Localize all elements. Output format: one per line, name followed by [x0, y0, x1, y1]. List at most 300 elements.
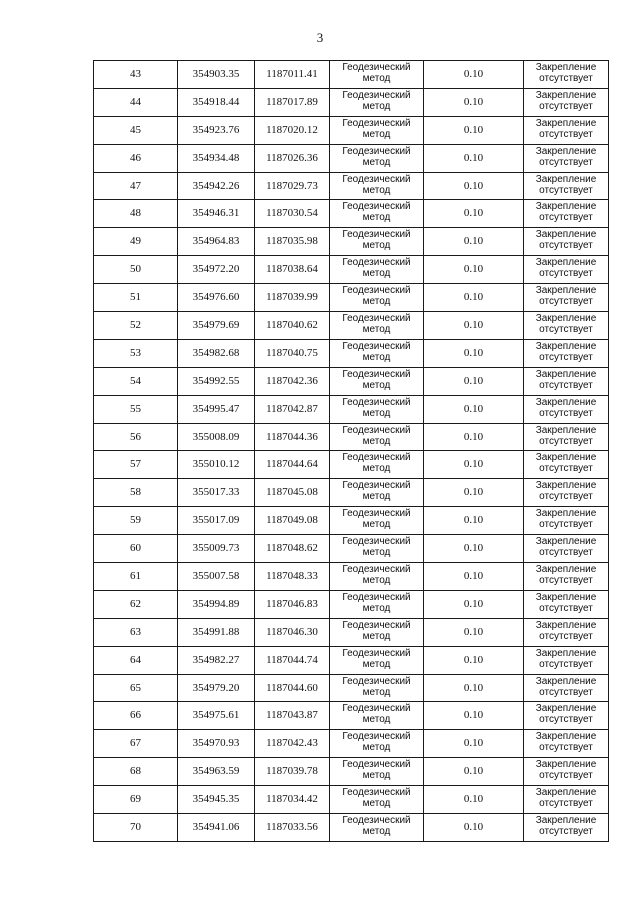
method-text-line: Геодезический	[342, 229, 411, 241]
fixing-cell	[524, 339, 609, 367]
point-number-cell: 68	[94, 758, 178, 786]
fixing-cell	[524, 563, 609, 591]
method-text-line: метод	[362, 296, 391, 308]
method-text-line: Геодезический	[342, 117, 411, 129]
fixing-text-line: Закрепление	[535, 424, 597, 436]
table-row	[94, 646, 609, 674]
fixing-cell	[524, 535, 609, 563]
table-row	[94, 702, 609, 730]
x-coordinate-cell: 354979.20	[178, 674, 255, 702]
fixing-cell	[524, 367, 609, 395]
fixing-cell	[524, 312, 609, 340]
method-cell	[330, 786, 424, 814]
fixing-text-line: отсутствует	[539, 379, 593, 391]
fixing-cell	[524, 479, 609, 507]
y-coordinate-cell: 1187044.60	[255, 674, 330, 702]
method-text-line: Геодезический	[342, 452, 411, 464]
fixing-text-line: отсутствует	[539, 519, 593, 531]
fixing-cell	[524, 200, 609, 228]
accuracy-cell: 0.10	[424, 172, 524, 200]
method-text-line: метод	[362, 100, 391, 112]
accuracy-cell: 0.10	[424, 116, 524, 144]
fixing-text-line: отсутствует	[539, 714, 593, 726]
x-coordinate-cell: 354945.35	[178, 786, 255, 814]
y-coordinate-cell: 1187039.99	[255, 284, 330, 312]
method-text-line: метод	[362, 128, 391, 140]
method-text-line: метод	[362, 324, 391, 336]
accuracy-cell: 0.10	[424, 284, 524, 312]
fixing-cell	[524, 172, 609, 200]
method-cell	[330, 116, 424, 144]
method-cell	[330, 618, 424, 646]
method-text-line: метод	[362, 742, 391, 754]
accuracy-cell: 0.10	[424, 451, 524, 479]
x-coordinate-cell: 354975.61	[178, 702, 255, 730]
x-coordinate-cell: 354934.48	[178, 144, 255, 172]
point-number-cell: 50	[94, 256, 178, 284]
method-text-line: метод	[362, 658, 391, 670]
fixing-cell	[524, 786, 609, 814]
coordinates-table-body	[94, 61, 609, 842]
fixing-cell	[524, 423, 609, 451]
method-cell	[330, 172, 424, 200]
method-text-line: Геодезический	[342, 89, 411, 101]
fixing-text-line: отсутствует	[539, 630, 593, 642]
point-number-cell: 58	[94, 479, 178, 507]
x-coordinate-cell: 354976.60	[178, 284, 255, 312]
method-cell	[330, 563, 424, 591]
fixing-text-line: Закрепление	[535, 815, 597, 827]
method-cell	[330, 535, 424, 563]
fixing-text-line: Закрепление	[535, 89, 597, 101]
method-cell	[330, 730, 424, 758]
x-coordinate-cell: 354995.47	[178, 395, 255, 423]
method-cell	[330, 284, 424, 312]
method-cell	[330, 395, 424, 423]
method-text-line: Геодезический	[342, 619, 411, 631]
method-text-line: метод	[362, 770, 391, 782]
method-text-line: метод	[362, 379, 391, 391]
method-text-line: Геодезический	[342, 396, 411, 408]
fixing-text-line: Закрепление	[535, 452, 597, 464]
table-row	[94, 256, 609, 284]
y-coordinate-cell: 1187043.87	[255, 702, 330, 730]
x-coordinate-cell: 354982.27	[178, 646, 255, 674]
fixing-text-line: Закрепление	[535, 675, 597, 687]
fixing-text-line: Закрепление	[535, 536, 597, 548]
fixing-text-line: отсутствует	[539, 268, 593, 280]
y-coordinate-cell: 1187044.74	[255, 646, 330, 674]
accuracy-cell: 0.10	[424, 535, 524, 563]
accuracy-cell: 0.10	[424, 702, 524, 730]
method-text-line: Геодезический	[342, 201, 411, 213]
y-coordinate-cell: 1187011.41	[255, 61, 330, 89]
method-cell	[330, 702, 424, 730]
fixing-text-line: Закрепление	[535, 368, 597, 380]
table-row	[94, 730, 609, 758]
x-coordinate-cell: 354964.83	[178, 228, 255, 256]
table-row	[94, 590, 609, 618]
y-coordinate-cell: 1187040.75	[255, 339, 330, 367]
accuracy-cell: 0.10	[424, 339, 524, 367]
method-cell	[330, 312, 424, 340]
method-text-line: метод	[362, 714, 391, 726]
method-text-line: метод	[362, 240, 391, 252]
fixing-cell	[524, 674, 609, 702]
method-text-line: метод	[362, 519, 391, 531]
fixing-cell	[524, 451, 609, 479]
fixing-text-line: отсутствует	[539, 658, 593, 670]
fixing-cell	[524, 646, 609, 674]
y-coordinate-cell: 1187035.98	[255, 228, 330, 256]
fixing-text-line: отсутствует	[539, 491, 593, 503]
method-cell	[330, 256, 424, 284]
method-text-line: Геодезический	[342, 285, 411, 297]
method-cell	[330, 423, 424, 451]
fixing-text-line: Закрепление	[535, 313, 597, 325]
fixing-text-line: Закрепление	[535, 117, 597, 129]
point-number-cell: 62	[94, 590, 178, 618]
fixing-text-line: Закрепление	[535, 229, 597, 241]
y-coordinate-cell: 1187044.36	[255, 423, 330, 451]
x-coordinate-cell: 355008.09	[178, 423, 255, 451]
fixing-text-line: Закрепление	[535, 340, 597, 352]
fixing-text-line: отсутствует	[539, 128, 593, 140]
table-row	[94, 367, 609, 395]
method-text-line: метод	[362, 73, 391, 84]
table-row	[94, 423, 609, 451]
x-coordinate-cell: 355009.73	[178, 535, 255, 563]
y-coordinate-cell: 1187026.36	[255, 144, 330, 172]
method-cell	[330, 339, 424, 367]
accuracy-cell: 0.10	[424, 312, 524, 340]
method-text-line: Геодезический	[342, 173, 411, 185]
method-text-line: Геодезический	[342, 787, 411, 799]
y-coordinate-cell: 1187017.89	[255, 88, 330, 116]
y-coordinate-cell: 1187046.30	[255, 618, 330, 646]
x-coordinate-cell: 355010.12	[178, 451, 255, 479]
y-coordinate-cell: 1187042.87	[255, 395, 330, 423]
point-number-cell: 43	[94, 61, 178, 89]
fixing-text-line: Закрепление	[535, 396, 597, 408]
x-coordinate-cell: 355017.33	[178, 479, 255, 507]
fixing-text-line: отсутствует	[539, 435, 593, 447]
method-text-line: Геодезический	[342, 313, 411, 325]
table-row	[94, 618, 609, 646]
accuracy-cell: 0.10	[424, 758, 524, 786]
fixing-text-line: отсутствует	[539, 100, 593, 112]
method-text-line: Геодезический	[342, 564, 411, 576]
point-number-cell: 59	[94, 507, 178, 535]
x-coordinate-cell: 354946.31	[178, 200, 255, 228]
method-text-line: Геодезический	[342, 815, 411, 827]
x-coordinate-cell: 354991.88	[178, 618, 255, 646]
fixing-text-line: отсутствует	[539, 547, 593, 559]
method-text-line: Геодезический	[342, 536, 411, 548]
fixing-text-line: отсутствует	[539, 156, 593, 168]
y-coordinate-cell: 1187039.78	[255, 758, 330, 786]
fixing-text-line: отсутствует	[539, 212, 593, 224]
method-text-line: Геодезический	[342, 731, 411, 743]
fixing-text-line: отсутствует	[539, 602, 593, 614]
method-text-line: Геодезический	[342, 257, 411, 269]
method-text-line: метод	[362, 798, 391, 810]
accuracy-cell: 0.10	[424, 200, 524, 228]
method-cell	[330, 646, 424, 674]
method-text-line: Геодезический	[342, 647, 411, 659]
accuracy-cell: 0.10	[424, 590, 524, 618]
method-cell	[330, 814, 424, 842]
fixing-text-line: отсутствует	[539, 742, 593, 754]
table-row	[94, 535, 609, 563]
fixing-text-line: отсутствует	[539, 184, 593, 196]
fixing-text-line: отсутствует	[539, 575, 593, 587]
method-cell	[330, 451, 424, 479]
y-coordinate-cell: 1187040.62	[255, 312, 330, 340]
point-number-cell: 49	[94, 228, 178, 256]
table-row	[94, 284, 609, 312]
fixing-text-line: Закрепление	[535, 257, 597, 269]
method-text-line: метод	[362, 212, 391, 224]
fixing-text-line: Закрепление	[535, 731, 597, 743]
point-number-cell: 70	[94, 814, 178, 842]
point-number-cell: 67	[94, 730, 178, 758]
fixing-cell	[524, 284, 609, 312]
y-coordinate-cell: 1187046.83	[255, 590, 330, 618]
point-number-cell: 47	[94, 172, 178, 200]
y-coordinate-cell: 1187038.64	[255, 256, 330, 284]
point-number-cell: 65	[94, 674, 178, 702]
accuracy-cell: 0.10	[424, 479, 524, 507]
method-text-line: Геодезический	[342, 368, 411, 380]
method-text-line: метод	[362, 435, 391, 447]
fixing-text-line: Закрепление	[535, 173, 597, 185]
x-coordinate-cell: 354970.93	[178, 730, 255, 758]
y-coordinate-cell: 1187049.08	[255, 507, 330, 535]
x-coordinate-cell: 354994.89	[178, 590, 255, 618]
x-coordinate-cell: 355017.09	[178, 507, 255, 535]
table-row	[94, 507, 609, 535]
table-row	[94, 674, 609, 702]
fixing-cell	[524, 395, 609, 423]
method-text-line: метод	[362, 602, 391, 614]
table-row	[94, 61, 609, 89]
fixing-cell	[524, 702, 609, 730]
method-cell	[330, 228, 424, 256]
x-coordinate-cell: 354941.06	[178, 814, 255, 842]
accuracy-cell: 0.10	[424, 814, 524, 842]
y-coordinate-cell: 1187048.62	[255, 535, 330, 563]
method-cell	[330, 144, 424, 172]
table-row	[94, 312, 609, 340]
method-cell	[330, 61, 424, 89]
point-number-cell: 53	[94, 339, 178, 367]
point-number-cell: 61	[94, 563, 178, 591]
table-row	[94, 395, 609, 423]
point-number-cell: 55	[94, 395, 178, 423]
x-coordinate-cell: 354972.20	[178, 256, 255, 284]
table-row	[94, 814, 609, 842]
accuracy-cell: 0.10	[424, 395, 524, 423]
x-coordinate-cell: 354992.55	[178, 367, 255, 395]
method-text-line: Геодезический	[342, 340, 411, 352]
fixing-cell	[524, 590, 609, 618]
accuracy-cell: 0.10	[424, 256, 524, 284]
accuracy-cell: 0.10	[424, 88, 524, 116]
table-row	[94, 172, 609, 200]
table-row	[94, 144, 609, 172]
accuracy-cell: 0.10	[424, 228, 524, 256]
point-number-cell: 44	[94, 88, 178, 116]
y-coordinate-cell: 1187029.73	[255, 172, 330, 200]
y-coordinate-cell: 1187042.36	[255, 367, 330, 395]
accuracy-cell: 0.10	[424, 730, 524, 758]
x-coordinate-cell: 354903.35	[178, 61, 255, 89]
method-text-line: метод	[362, 407, 391, 419]
accuracy-cell: 0.10	[424, 423, 524, 451]
fixing-cell	[524, 256, 609, 284]
fixing-cell	[524, 61, 609, 89]
method-text-line: Геодезический	[342, 145, 411, 157]
point-number-cell: 57	[94, 451, 178, 479]
accuracy-cell: 0.10	[424, 618, 524, 646]
fixing-text-line: отсутствует	[539, 240, 593, 252]
fixing-text-line: Закрепление	[535, 759, 597, 771]
fixing-text-line: отсутствует	[539, 324, 593, 336]
point-number-cell: 51	[94, 284, 178, 312]
method-text-line: Геодезический	[342, 591, 411, 603]
fixing-text-line: Закрепление	[535, 787, 597, 799]
method-text-line: метод	[362, 491, 391, 503]
y-coordinate-cell: 1187020.12	[255, 116, 330, 144]
y-coordinate-cell: 1187048.33	[255, 563, 330, 591]
fixing-cell	[524, 144, 609, 172]
method-text-line: метод	[362, 575, 391, 587]
x-coordinate-cell: 354918.44	[178, 88, 255, 116]
x-coordinate-cell: 354979.69	[178, 312, 255, 340]
accuracy-cell: 0.10	[424, 563, 524, 591]
point-number-cell: 60	[94, 535, 178, 563]
accuracy-cell: 0.10	[424, 674, 524, 702]
fixing-cell	[524, 758, 609, 786]
y-coordinate-cell: 1187034.42	[255, 786, 330, 814]
method-cell	[330, 200, 424, 228]
fixing-text-line: Закрепление	[535, 145, 597, 157]
y-coordinate-cell: 1187030.54	[255, 200, 330, 228]
fixing-text-line: Закрепление	[535, 201, 597, 213]
method-cell	[330, 758, 424, 786]
accuracy-cell: 0.10	[424, 646, 524, 674]
fixing-text-line: отсутствует	[539, 798, 593, 810]
x-coordinate-cell: 355007.58	[178, 563, 255, 591]
table-row	[94, 200, 609, 228]
table-row	[94, 116, 609, 144]
fixing-text-line: Закрепление	[535, 285, 597, 297]
x-coordinate-cell: 354982.68	[178, 339, 255, 367]
method-text-line: метод	[362, 268, 391, 280]
accuracy-cell: 0.10	[424, 144, 524, 172]
table-row	[94, 88, 609, 116]
point-number-cell: 46	[94, 144, 178, 172]
method-text-line: метод	[362, 463, 391, 475]
method-text-line: Геодезический	[342, 62, 411, 73]
method-text-line: Геодезический	[342, 508, 411, 520]
method-text-line: метод	[362, 686, 391, 698]
method-text-line: Геодезический	[342, 759, 411, 771]
method-text-line: Геодезический	[342, 424, 411, 436]
method-cell	[330, 88, 424, 116]
fixing-cell	[524, 228, 609, 256]
y-coordinate-cell: 1187045.08	[255, 479, 330, 507]
method-text-line: метод	[362, 351, 391, 363]
method-cell	[330, 674, 424, 702]
fixing-text-line: отсутствует	[539, 463, 593, 475]
method-text-line: Геодезический	[342, 480, 411, 492]
page-number: 3	[316, 30, 324, 45]
point-number-cell: 54	[94, 367, 178, 395]
fixing-text-line: Закрепление	[535, 619, 597, 631]
point-number-cell: 66	[94, 702, 178, 730]
point-number-cell: 52	[94, 312, 178, 340]
point-number-cell: 69	[94, 786, 178, 814]
method-text-line: Геодезический	[342, 675, 411, 687]
method-cell	[330, 590, 424, 618]
coordinates-table	[93, 60, 609, 842]
fixing-text-line: отсутствует	[539, 73, 593, 84]
accuracy-cell: 0.10	[424, 61, 524, 89]
y-coordinate-cell: 1187033.56	[255, 814, 330, 842]
table-row	[94, 563, 609, 591]
fixing-cell	[524, 618, 609, 646]
table-row	[94, 479, 609, 507]
fixing-text-line: отсутствует	[539, 770, 593, 782]
fixing-text-line: Закрепление	[535, 62, 597, 73]
method-cell	[330, 507, 424, 535]
method-text-line: метод	[362, 547, 391, 559]
point-number-cell: 63	[94, 618, 178, 646]
fixing-text-line: Закрепление	[535, 703, 597, 715]
method-text-line: метод	[362, 826, 391, 838]
fixing-cell	[524, 814, 609, 842]
fixing-cell	[524, 116, 609, 144]
accuracy-cell: 0.10	[424, 786, 524, 814]
table-row	[94, 786, 609, 814]
accuracy-cell: 0.10	[424, 367, 524, 395]
fixing-cell	[524, 507, 609, 535]
fixing-text-line: отсутствует	[539, 686, 593, 698]
x-coordinate-cell: 354942.26	[178, 172, 255, 200]
table-row	[94, 339, 609, 367]
fixing-text-line: отсутствует	[539, 296, 593, 308]
point-number-cell: 64	[94, 646, 178, 674]
fixing-text-line: Закрепление	[535, 647, 597, 659]
table-row	[94, 451, 609, 479]
point-number-cell: 45	[94, 116, 178, 144]
fixing-text-line: отсутствует	[539, 826, 593, 838]
table-row	[94, 758, 609, 786]
fixing-cell	[524, 730, 609, 758]
x-coordinate-cell: 354963.59	[178, 758, 255, 786]
y-coordinate-cell: 1187042.43	[255, 730, 330, 758]
fixing-cell	[524, 88, 609, 116]
accuracy-cell: 0.10	[424, 507, 524, 535]
table-row	[94, 228, 609, 256]
x-coordinate-cell: 354923.76	[178, 116, 255, 144]
method-text-line: метод	[362, 184, 391, 196]
fixing-text-line: Закрепление	[535, 480, 597, 492]
method-text-line: метод	[362, 156, 391, 168]
method-text-line: метод	[362, 630, 391, 642]
